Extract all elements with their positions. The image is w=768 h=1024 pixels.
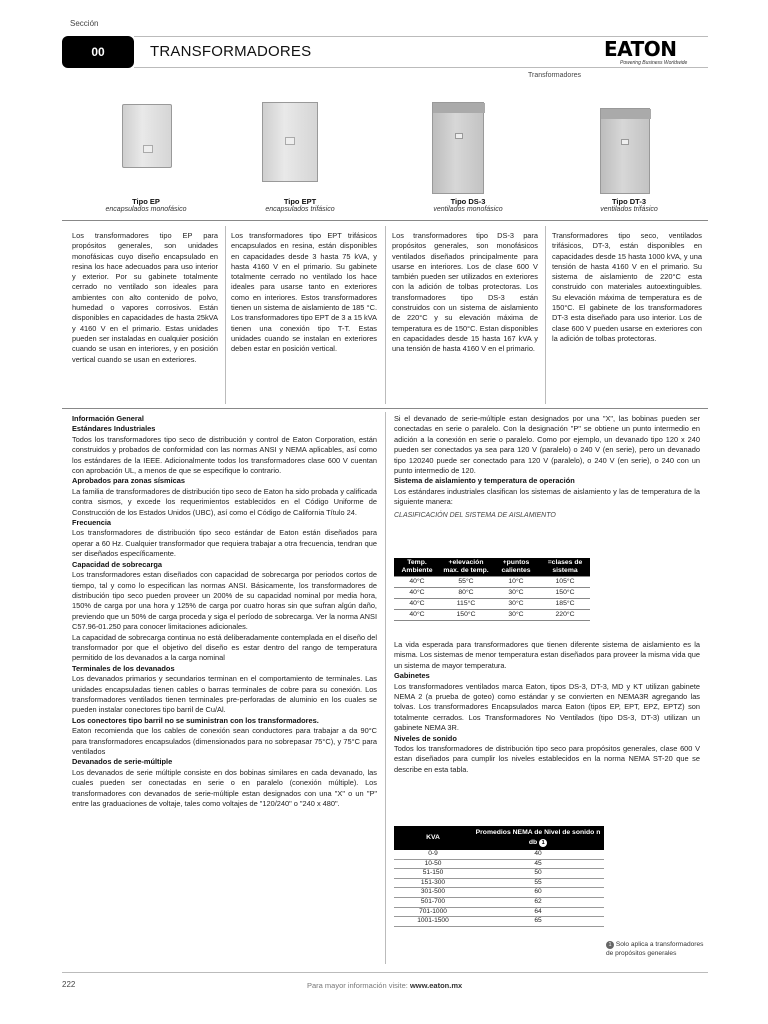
- product-text-ept: Los transformadores tipo EPT trifásicos encapsulados en resina, están disponibles en capacidades desde 3 hasta 75 kVA, y hasta 4160 V en el primario. Su gabinete totalmente cerrado no ventilado los hace ideales para usarse tanto en exteriores como en interiores. Estos transformadores tienen un sistema de aislamiento de 185 °C. Los transformadores tipo EPT de 3 a 15 kVA tienen una conexión tipo T-T. Estas unidades cuando se instalan en exteriores deben estar en posición vertical.: [231, 231, 377, 354]
- table-header-cell: +puntos calientes: [492, 558, 540, 577]
- product-image-ds3: [432, 102, 484, 194]
- table-cell: 55°C: [440, 577, 492, 588]
- paragraph: Los transformadores de distribución tipo seco estándar de Eaton están diseñados para operar a 60 Hz. Cualquier transformador que requiera trabajar a otra frecuencia, tendran que ser diseñados específicamente.: [72, 528, 377, 559]
- table-footnote: [606, 940, 712, 958]
- table-cell: 105°C: [540, 577, 590, 588]
- heading-estandares: Estándares Industriales: [72, 424, 156, 434]
- table-header-row: [394, 826, 604, 850]
- table-caption: CLASIFICACIÓN DEL SISTEMA DE AISLAMIENTO: [394, 511, 556, 519]
- footnote-marker: 1: [606, 941, 614, 949]
- table-cell: 115°C: [440, 599, 492, 610]
- table-cell: 1001-1500: [394, 917, 472, 927]
- footnote-marker: 1: [539, 839, 547, 847]
- heading-terminales: Terminales de los devanados: [72, 663, 175, 673]
- heading-gabinetes: Gabinetes: [394, 671, 430, 681]
- table-row: [394, 577, 590, 588]
- paragraph: Los devanados de serie múltiple consiste en dos bobinas similares en cada devanado, las cuales pueden ser conectadas en serie o en paralelo (conexión múltiple). Los transformadores con devanados de serie-múltiple estan designados con una "X" o un "P" entre las graduaciones de voltaje, tales como voltajes de "120/240" o "240 x 480".: [72, 767, 377, 809]
- paragraph: Eaton recomienda que los cables de conexión sean conductores para trabajar a da 90°C para transformadores encapsulados (dimensionados para no sobrepasar 75°C), y 75°C para ventilados: [72, 726, 377, 756]
- product-desc: ventilados trifásico: [600, 206, 658, 213]
- footer-url-link[interactable]: www.eaton.mx: [409, 981, 463, 990]
- product-label-ep: [72, 197, 220, 213]
- footnote-text: Solo aplica a transformadores de propósitos generales: [606, 941, 704, 957]
- product-text-ds3: Los transformadores tipo DS-3 para propósitos generales, son monofásicos ventilados diseñados principalmente para usarse en interiores. Los de clase 600 V también pueden ser utilizados en exteriores con la adición de tolbas protectoras. Los transformadores tipo DS-3 están construidos con un sistema de aislamiento de 220°C y su elevación máxima de temperatura es de 150°C. Estan disponibles en capacidades desde 15 hasta 167 kVA y una tensión de hasta 4160 V en el primario.: [392, 231, 538, 354]
- table-cell: 62: [472, 897, 604, 907]
- table-row: [394, 888, 604, 898]
- paragraph: Los transformadores estan diseñados con capacidad de sobrecarga por periodos cortos de tiempo, tal y como lo especifican las normas ANSI. Básicamente, los transformadores de distribución tipo seco pueden proveer un 200% de su capacidad nominal por media hora, 150% de carga por una hora y 125% de carga por cuatro horas sin que sufran algún daño, previendo que un 50% de carga proceda y siga el período de sobrecarga. Ver la norma ANSI C57.96-01.250 para conocer limitaciones adicionales.: [72, 570, 377, 632]
- footer-divider: [62, 972, 708, 973]
- table-row: [394, 850, 604, 859]
- sound-level-table: [394, 826, 604, 927]
- table-cell: 50: [472, 869, 604, 879]
- heading-sobrecarga: Capacidad de sobrecarga: [72, 559, 162, 569]
- column-divider: [225, 226, 226, 404]
- divider: [62, 220, 708, 221]
- paragraph: La familia de transformadores de distribución tipo seco de Eaton ha sido probada y calificada contra sismos, y excede los requerimientos establecidos en el Código Uniforme de Construcción de los Estados Unidos (UBC), así como el Código de California Título 24.: [72, 486, 377, 517]
- product-desc: encapsulados monofásico: [105, 206, 187, 213]
- product-name: Tipo DT-3: [611, 197, 647, 206]
- table-cell: 701-1000: [394, 907, 472, 917]
- table-row: [394, 907, 604, 917]
- product-name: Tipo EPT: [283, 197, 317, 206]
- table-header-cell: =clases de sistema: [540, 558, 590, 577]
- table-cell: 80°C: [440, 588, 492, 599]
- table-row: [394, 878, 604, 888]
- right-column-top: [394, 414, 700, 521]
- table-cell: 185°C: [540, 599, 590, 610]
- insulation-table: [394, 558, 590, 621]
- page-title: TRANSFORMADORES: [150, 43, 312, 60]
- table-header-cell: Temp. Ambiente: [394, 558, 440, 577]
- paragraph: Los transformadores ventilados marca Eaton, tipos DS-3, DT-3, MD y KT utilizan gabinete NEMA 2 (a prueba de goteo) como estándar y se convierten en NEMA3R agregando las tolvas. Los transformadores Encapsulados marca Eaton (tipos EP, EPT, EPZ, EPTZ) son totalmente cerrados. Los Transformadores No Ventilados (tipo DS-3, DT-3) utilizan un gabinete NEMA 3R.: [394, 681, 700, 733]
- table-cell: 40: [472, 850, 604, 859]
- table-cell: 60: [472, 888, 604, 898]
- logo-tagline: Powering Business Worldwide: [620, 60, 688, 66]
- eaton-logo: EATON: [604, 37, 677, 61]
- table-row: [394, 859, 604, 869]
- table-row: [394, 917, 604, 927]
- paragraph: Si el devanado de serie-múltiple estan designados por una "X", las bobinas pueden ser conectadas en serie o paralelo. Con la designación "P" se obtiene un punto intermedio en adición a la conexión en serie o paralelo. Como por ejemplo, un devanado tipo 120 x 240 pueden ser conectados ya sea para 120 V (paralelo) o 240 V (en serie), pero un devanado tipo 120240 puede ser conectado para 120 V (paralelo), o 240 V (en serie), o 240 con un punto intermedio de 120.: [394, 414, 700, 476]
- right-column-bottom: [394, 640, 700, 775]
- table-cell: 30°C: [492, 588, 540, 599]
- table-header-cell: KVA: [394, 826, 472, 850]
- table-header-cell: [472, 826, 604, 850]
- table-cell: 151-300: [394, 878, 472, 888]
- paragraph: Todos los transformadores tipo seco de distribución y control de Eaton Corporation, están construidos y probados de conformidad con las normas ANSI y NEMA aplicables, así como los estándares de la IEEE. Adicionalmente todos los transformadores clase 600 V cuentan con aprobación UL, a menos de que se especifique lo contrario.: [72, 434, 377, 476]
- table-cell: 51-150: [394, 869, 472, 879]
- product-image-ep: [122, 104, 172, 168]
- table-cell: 65: [472, 917, 604, 927]
- table-row: [394, 897, 604, 907]
- heading-aislamiento: Sistema de aislamiento y temperatura de operación: [394, 476, 575, 486]
- product-desc: encapsulados trifásico: [265, 206, 335, 213]
- table-header-text: Promedios NEMA de Nivel de sonido n db: [475, 829, 601, 846]
- column-divider: [545, 226, 546, 404]
- table-header-row: [394, 558, 590, 577]
- table-header-cell: +elevación max. de temp.: [440, 558, 492, 577]
- table-cell: 40°C: [394, 599, 440, 610]
- table-row: [394, 869, 604, 879]
- table-cell: 40°C: [394, 588, 440, 599]
- product-image-dt3: [600, 108, 650, 194]
- table-cell: 40°C: [394, 610, 440, 621]
- section-label: Sección: [70, 19, 99, 28]
- heading-info-general: Información General: [72, 414, 144, 423]
- table-row: [394, 599, 590, 610]
- paragraph: Los estándares industriales clasifican los sistemas de aislamiento y las de temperatura de la siguiente manera:: [394, 486, 700, 507]
- table-row: [394, 588, 590, 599]
- column-divider: [385, 412, 386, 964]
- product-label-dt3: [550, 197, 708, 213]
- table-cell: 220°C: [540, 610, 590, 621]
- table-cell: 10°C: [492, 577, 540, 588]
- table-cell: 45: [472, 859, 604, 869]
- paragraph: Todos los transformadores de distribución tipo seco para propósitos generales, clase 600 V estan diseñados para cumplir los niveles establecidos en la norma NEMA ST-20 que se describe en esta tabla.: [394, 744, 700, 774]
- paragraph: La capacidad de sobrecarga continua no está deliberadamente contemplada en el diseño del transformador por que el objetivo del diseño es estar dentro del rango de temperatura permitido de los devanados a la carga nominal: [72, 632, 377, 663]
- paragraph: La vida esperada para transformadores que tienen diferente sistema de aislamiento es la misma. Los sistemas de menor temperatura estan diseñados para proveer la misma vida que un sistema de mayor temperatura.: [394, 640, 700, 670]
- table-cell: 64: [472, 907, 604, 917]
- subsection-label: Transformadores: [528, 72, 582, 79]
- product-text-dt3: Transformadores tipo seco, ventilados trifásicos, DT-3, están disponibles en capacidades desde 15 hasta 1000 kVA, y una tensión de hasta 4160 V en el primario. Su sistema de aislamiento de 220°C esta construido con materiales autoextinguibles. Su elevación máxima de temperatura es de 150°C. El gabinete de los transformadores DT-3 esta diseñado para uso interior. Los de clase 600 V pueden usarse en exteriores con la adición de tolbas protectoras.: [552, 231, 702, 343]
- product-image-ept: [262, 102, 318, 182]
- table-cell: 150°C: [440, 610, 492, 621]
- table-cell: 30°C: [492, 610, 540, 621]
- product-label-ds3: [390, 197, 546, 213]
- footer-info: [307, 981, 462, 990]
- product-text-ep: Los transformadores tipo EP para propósitos generales, son unidades monofásicas cuyo diseño encapsulado en resina los hace adecuados para uso interior y exterior. Por su gabinete totalmente cerrado no ventilado son ideales para ambientes con alto contenido de polvo, humedad o vapores corrosivos. Están disponibles en capacidades de hasta 25kVA y 4160 V en el primario. Estas unidades pueden ser instaladas en cualquier posición cuando se usan en interiores, y en posición vertical cuando se usan en exteriores.: [72, 231, 218, 364]
- column-divider: [385, 226, 386, 404]
- table-cell: 0-9: [394, 850, 472, 859]
- table-cell: 150°C: [540, 588, 590, 599]
- table-cell: 301-500: [394, 888, 472, 898]
- page-number: 222: [62, 980, 76, 989]
- table-cell: 30°C: [492, 599, 540, 610]
- heading-serie-multiple: Devanados de serie-múltiple: [72, 757, 173, 767]
- table-cell: 40°C: [394, 577, 440, 588]
- general-info-column: [72, 414, 377, 809]
- heading-sismicas: Aprobados para zonas sísmicas: [72, 476, 185, 486]
- divider: [62, 408, 708, 409]
- product-desc: ventilados monofásico: [433, 206, 503, 213]
- table-cell: 10-50: [394, 859, 472, 869]
- footer-prefix: Para mayor información visite:: [307, 981, 410, 990]
- heading-niveles-sonido: Niveles de sonido: [394, 733, 457, 743]
- product-name: Tipo EP: [132, 197, 160, 206]
- heading-frecuencia: Frecuencia: [72, 518, 112, 528]
- table-cell: 55: [472, 878, 604, 888]
- table-cell: 501-700: [394, 897, 472, 907]
- heading-conectores: Los conectores tipo barril no se suministran con los transformadores.: [72, 715, 319, 725]
- table-row: [394, 610, 590, 621]
- product-name: Tipo DS-3: [450, 197, 486, 206]
- section-number-badge: 00: [62, 36, 134, 68]
- paragraph: Los devanados primarios y secundarios terminan en el comportamiento de terminales. Las unidades encapsuladas tienen cables o barras terminales de cobre para su conexión. Los transformadores ventilados tienen terminales pre-perforadas de aluminio en los cuales se pueden instalar conectores tipo barril de Cu/Al.: [72, 674, 377, 715]
- product-label-ept: [220, 197, 380, 213]
